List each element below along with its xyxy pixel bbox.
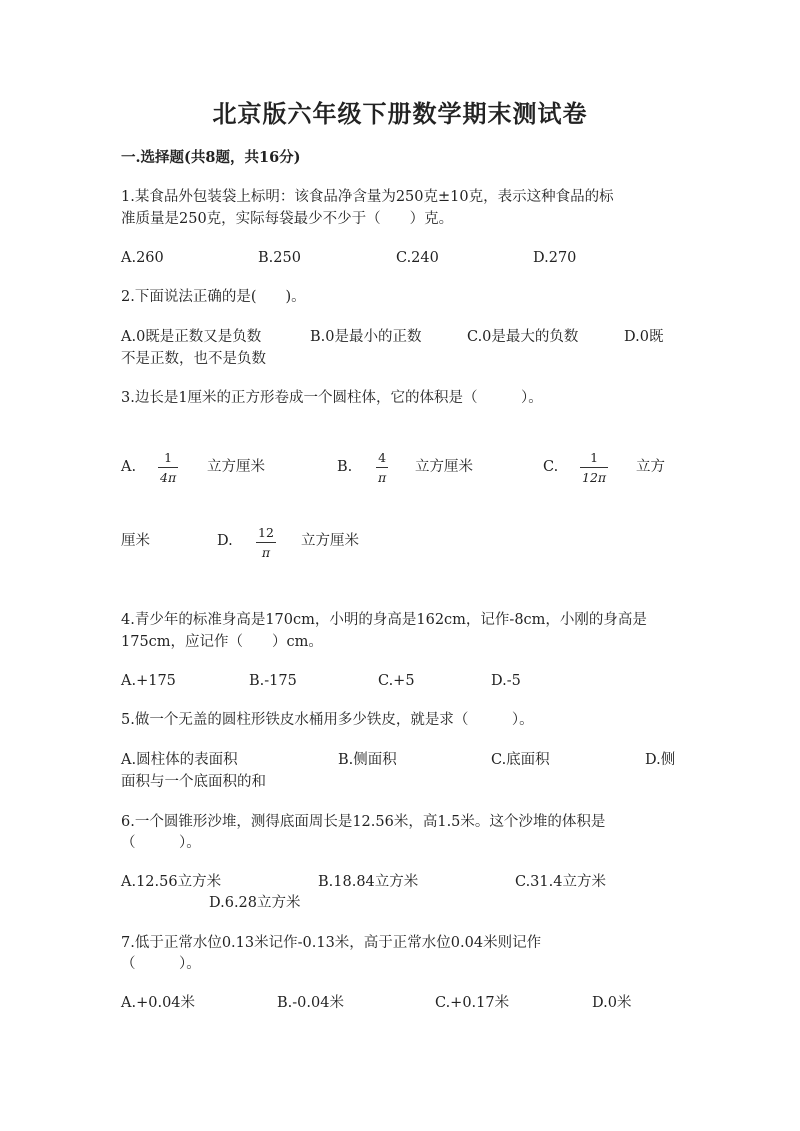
fraction-numerator: 12 — [258, 525, 274, 540]
question-3-option-a-fraction — [158, 450, 178, 486]
question-3-option-c-unit: 立方 — [636, 459, 665, 475]
question-3-option-d-unit: 立方厘米 — [301, 533, 359, 549]
question-5-option-a[interactable]: A.圆柱体的表面积 — [121, 752, 238, 768]
fraction-numerator: 1 — [590, 450, 599, 465]
question-6-option-b[interactable]: B.18.84立方米 — [318, 874, 419, 890]
question-2-option-b[interactable]: B.0是最小的正数 — [310, 329, 422, 345]
fraction-bar — [158, 467, 178, 468]
question-2-option-a[interactable]: A.0既是正数又是负数 — [121, 329, 262, 345]
question-2-option-d-wrap: 不是正数，也不是负数 — [121, 351, 266, 367]
question-4-option-b[interactable]: B.-175 — [249, 673, 297, 689]
question-2-option-d[interactable]: D.0既 — [624, 329, 664, 345]
question-1-option-b[interactable]: B.250 — [258, 250, 301, 266]
question-4-stem-line2: 175cm，应记作（ ）cm。 — [121, 634, 323, 650]
question-4-option-c[interactable]: C.+5 — [378, 673, 415, 689]
question-3-stem: 3.边长是1厘米的正方形卷成一个圆柱体，它的体积是（ ）。 — [121, 390, 543, 406]
question-3-option-a-letter[interactable]: A. — [121, 459, 137, 475]
section-heading: 一.选择题(共8题，共16分) — [121, 149, 301, 166]
fraction-bar — [580, 467, 608, 468]
question-3-option-b-letter[interactable]: B. — [337, 459, 353, 475]
question-7-option-d[interactable]: D.0米 — [592, 995, 632, 1011]
fraction-denominator: π — [378, 470, 387, 485]
question-7-stem-line2: （ ）。 — [121, 956, 201, 972]
question-5-option-b[interactable]: B.侧面积 — [338, 752, 397, 768]
question-2-stem: 2.下面说法正确的是( )。 — [121, 289, 306, 305]
question-6-stem-line2: （ ）。 — [121, 835, 201, 851]
question-4-option-a[interactable]: A.+175 — [121, 673, 176, 689]
question-3-option-b-fraction — [376, 450, 388, 486]
question-4-option-d[interactable]: D.-5 — [491, 673, 521, 689]
exam-title: 北京版六年级下册数学期末测试卷 — [212, 99, 588, 128]
question-6-stem-line1: 6.一个圆锥形沙堆，测得底面周长是12.56米，高1.5米。这个沙堆的体积是 — [121, 814, 606, 830]
question-6-option-d[interactable]: D.6.28立方米 — [209, 895, 301, 911]
question-7-stem-line1: 7.低于正常水位0.13米记作-0.13米，高于正常水位0.04米则记作 — [121, 935, 542, 951]
fraction-numerator: 1 — [164, 450, 173, 465]
question-1-option-d[interactable]: D.270 — [533, 250, 577, 266]
question-5-option-c[interactable]: C.底面积 — [491, 752, 550, 768]
question-4-stem-line1: 4.青少年的标准身高是170cm，小明的身高是162cm，记作-8cm，小刚的身高是 — [121, 612, 647, 628]
question-6-option-a[interactable]: A.12.56立方米 — [121, 874, 222, 890]
question-7-option-c[interactable]: C.+0.17米 — [435, 995, 510, 1011]
question-1-option-a[interactable]: A.260 — [121, 250, 164, 266]
question-3-option-c-unit-wrap: 厘米 — [121, 533, 150, 549]
fraction-denominator: 4π — [160, 470, 177, 485]
question-1-stem-line2: 准质量是250克，实际每袋最少不少于（ ）克。 — [121, 211, 454, 227]
question-3-option-b-unit: 立方厘米 — [415, 459, 473, 475]
fraction-bar — [256, 542, 276, 543]
question-3-option-c-letter[interactable]: C. — [543, 459, 559, 475]
question-5-option-d-wrap: 面积与一个底面积的和 — [121, 774, 266, 790]
fraction-denominator: π — [261, 545, 271, 560]
question-3-option-d-fraction — [256, 525, 276, 561]
question-1-stem-line1: 1.某食品外包装袋上标明：该食品净含量为250克±10克，表示这种食品的标 — [121, 189, 614, 205]
fraction-numerator: 4 — [378, 450, 387, 465]
fraction-denominator: 12π — [582, 470, 607, 485]
question-3-option-a-unit: 立方厘米 — [207, 459, 265, 475]
question-5-stem: 5.做一个无盖的圆柱形铁皮水桶用多少铁皮，就是求（ ）。 — [121, 712, 534, 728]
question-5-option-d[interactable]: D.侧 — [645, 752, 676, 768]
question-7-option-b[interactable]: B.-0.04米 — [277, 995, 344, 1011]
fraction-bar — [376, 467, 388, 468]
question-7-option-a[interactable]: A.+0.04米 — [121, 995, 196, 1011]
question-2-option-c[interactable]: C.0是最大的负数 — [467, 329, 579, 345]
question-6-option-c[interactable]: C.31.4立方米 — [515, 874, 606, 890]
question-3-option-d-letter[interactable]: D. — [217, 533, 233, 549]
question-1-option-c[interactable]: C.240 — [396, 250, 439, 266]
question-3-option-c-fraction — [580, 450, 608, 486]
